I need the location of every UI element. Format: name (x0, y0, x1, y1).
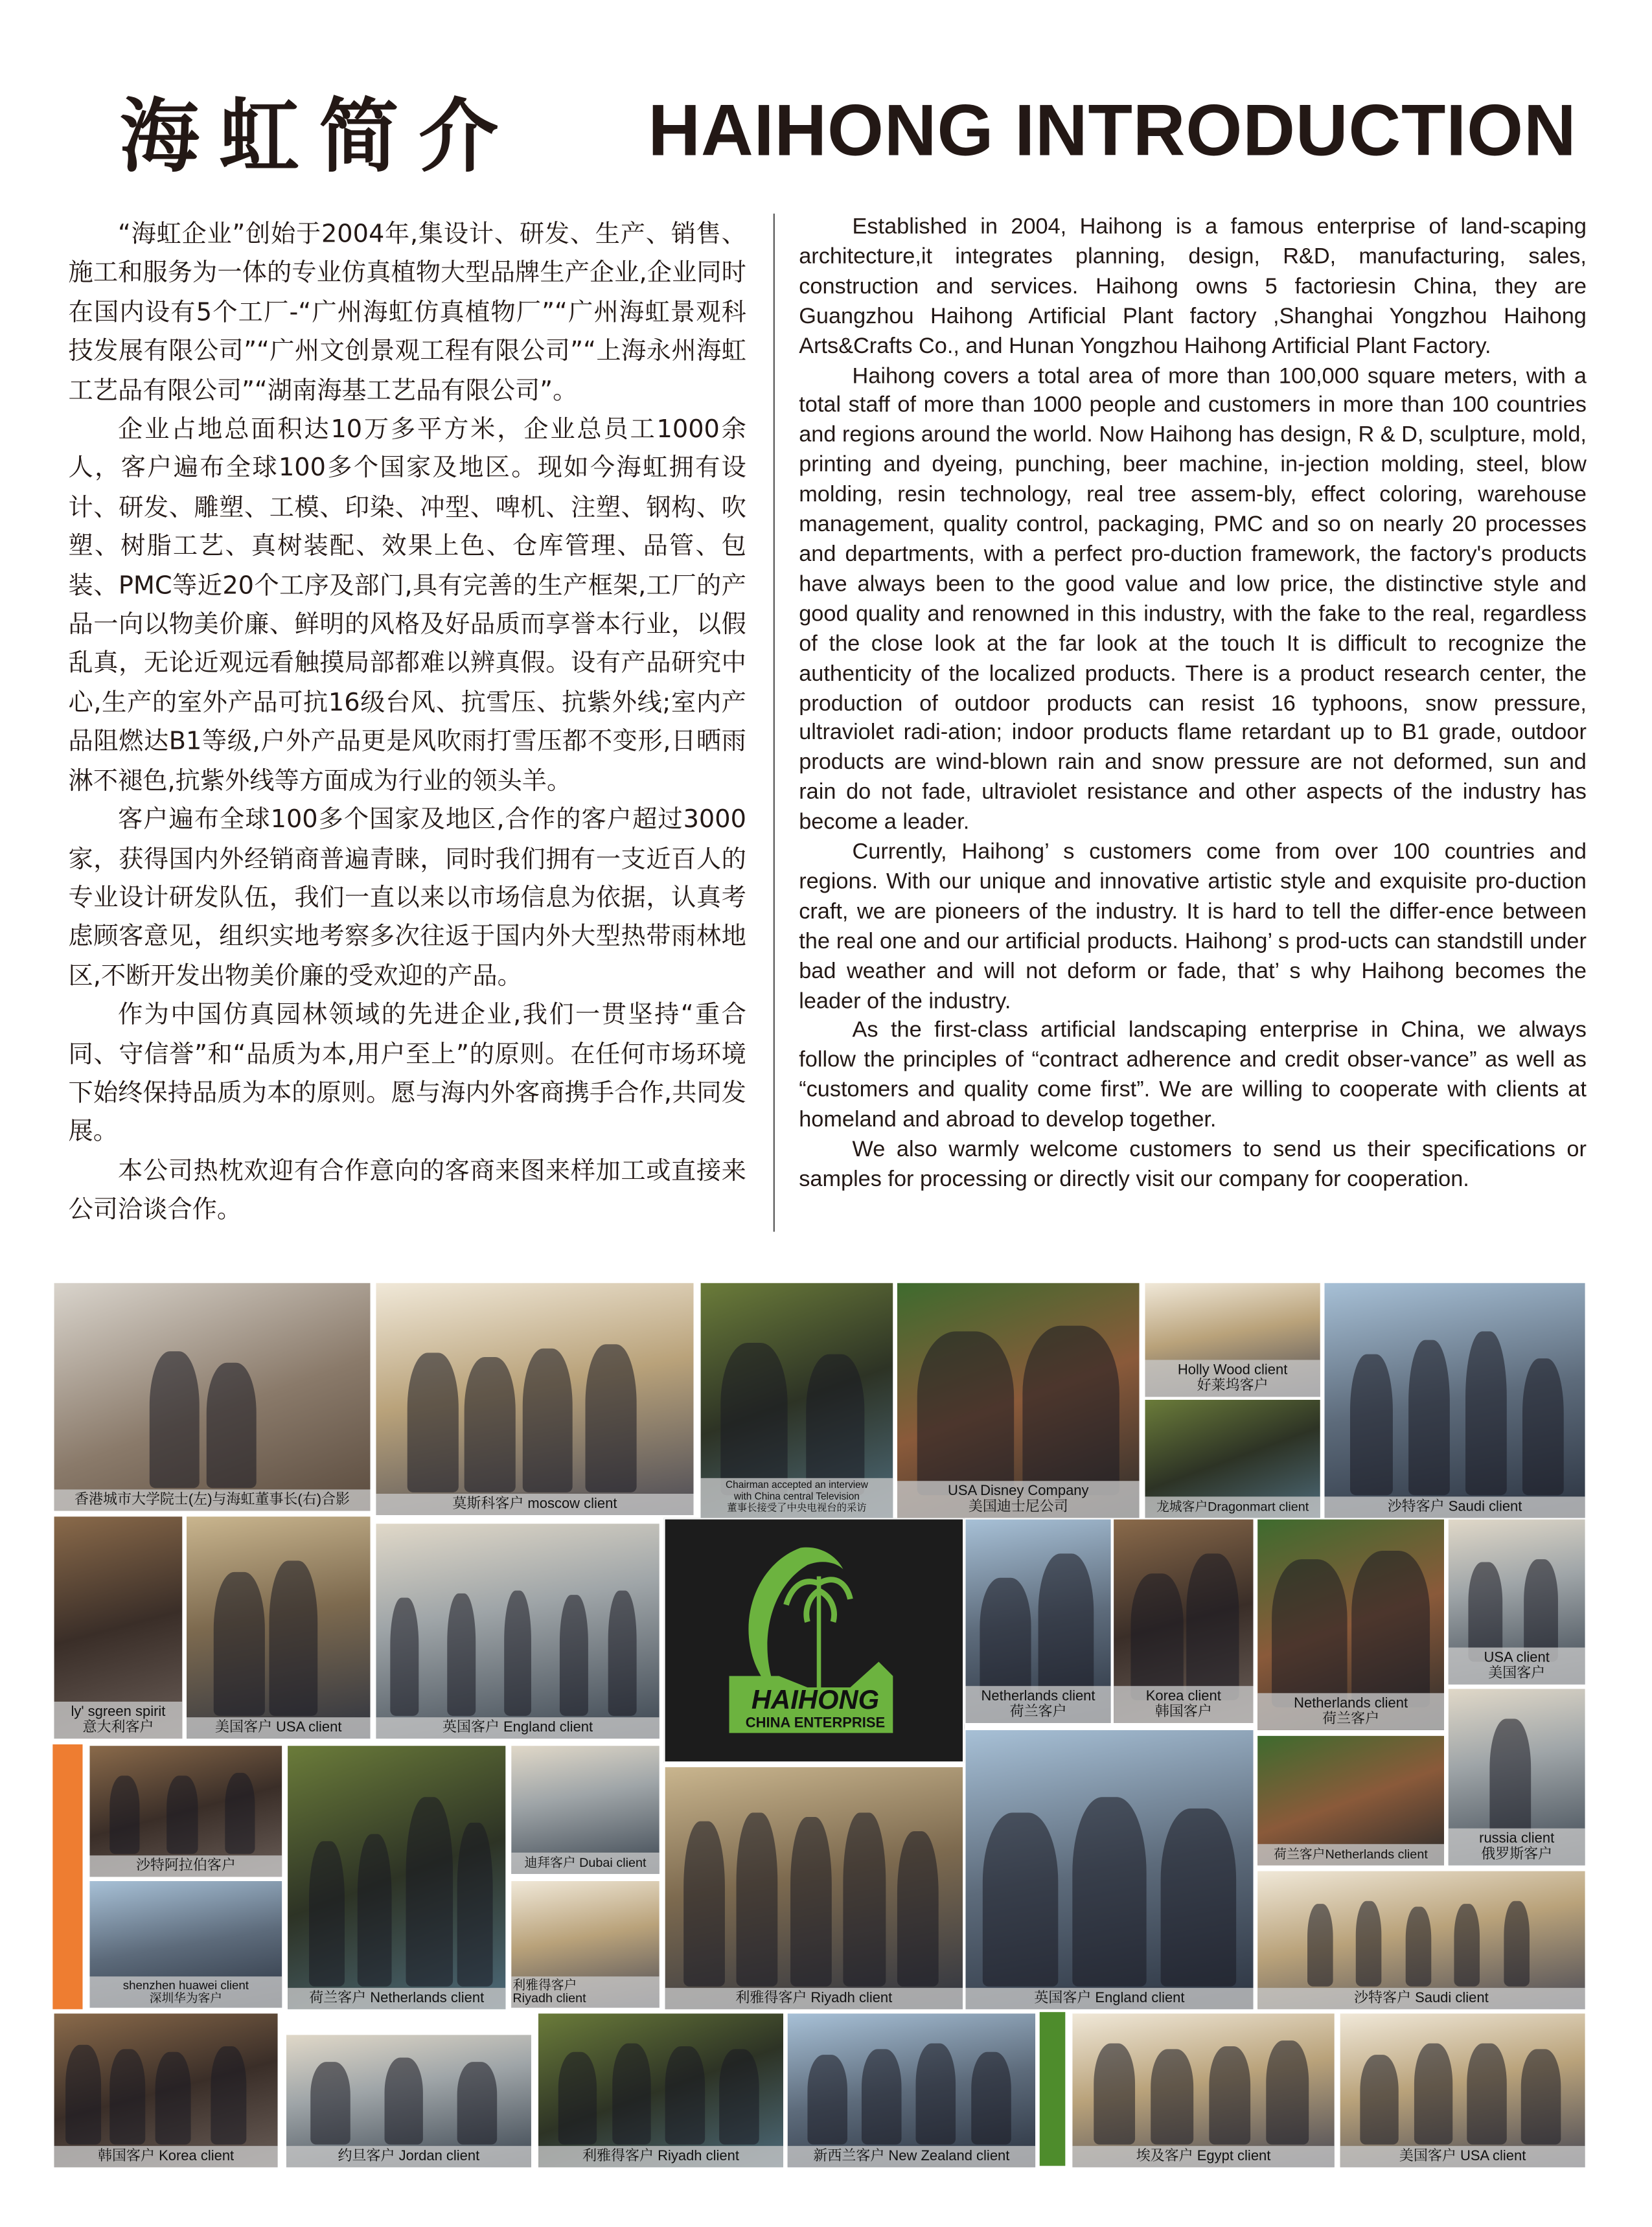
client-photo (1143, 1399, 1322, 1520)
logo-subtitle: CHINA ENTERPRISE (745, 1715, 886, 1732)
green-accent-bar (1040, 2012, 1066, 2165)
photo-caption: shenzhen huawei client 深圳华为客户 (89, 1976, 282, 2007)
client-photo (52, 1281, 371, 1512)
photo-caption: USA Disney Company 美国迪士尼公司 (897, 1481, 1140, 1518)
client-photo (510, 1880, 661, 2009)
client-photo (1256, 1735, 1445, 1867)
photo-caption: USA client 美国客户 (1449, 1647, 1585, 1684)
chinese-title: 海虹简介 (119, 91, 519, 184)
client-photo (285, 2033, 533, 2169)
client-photo (896, 1281, 1141, 1519)
photo-caption: russia client 俄罗斯客户 (1449, 1829, 1585, 1866)
client-photo (88, 1880, 283, 2009)
client-photo (537, 2012, 785, 2169)
client-photo (1338, 2012, 1587, 2169)
photo-caption: 利雅得客户 Riyadh client (665, 1988, 963, 2009)
photo-caption: 利雅得客户 Riyadh client (538, 2146, 783, 2167)
client-photo (52, 1515, 183, 1740)
client-photo (1071, 2012, 1336, 2169)
english-title: HAIHONG INTRODUCTION (648, 89, 1577, 171)
client-photo (699, 1281, 894, 1519)
en-paragraph: Haihong covers a total area of more than 100,000 square meters, with a total staff of more than 1000 people and customers in more than 100 countries and regions around the world. Now Haihong has design, R & D, sculpture, mold, printing and dyeing, punching, beer machine, in-jection molding, steel, blow molding, resin technology, real tree assem-bly, effect coloring, warehouse management, quality control, packaging, PMC and so on nearly 20 processes and departments, with a perfect pro-duction framework, the factory's products have always been to the good value and low price, the distinctive style and good quality and renowned in this industry, with the fake to the real, regardless of the close look at the far look at the touch It is difficult to recognize the authenticity of the localized products. There is a product research center, the production of outdoor products can resist 16 typhoons, snow pressure, ultraviolet radi-ation; indoor products flame retardant up to B1 grade, outdoor products are wind-blown rain and snow pressure are not deformed, sun and rain do not fade, ultraviolet resistance and other aspects of the industry has become a leader. (799, 363, 1587, 835)
column-divider (774, 214, 775, 1232)
photo-caption: Korea client 韩国客户 (1114, 1686, 1253, 1723)
cn-paragraph: 作为中国仿真园林领域的先进企业,我们一贯坚持“重合同、守信誉”和“品质为本,用户至上”的原则。在任何市场环境下始终保持品质为本的原则。愿与海内外客商携手合作,共同发展。 (68, 1001, 746, 1147)
client-photo (374, 1522, 661, 1740)
photo-caption: Netherlands client 荷兰客户 (965, 1686, 1110, 1723)
client-photo (1256, 1869, 1587, 2011)
client-photo (663, 1766, 964, 2011)
client-photo (185, 1515, 372, 1740)
chinese-introduction (69, 216, 746, 1231)
client-photo (1112, 1518, 1255, 1724)
photo-caption: ly' sgreen spirit 意大利客户 (54, 1702, 183, 1739)
client-photo (1447, 1687, 1586, 1867)
photo-caption: 英国客户 England client (965, 1988, 1253, 2009)
logo-name: HAIHONG (751, 1685, 880, 1716)
english-introduction (799, 214, 1587, 1196)
client-photo (964, 1729, 1254, 2011)
en-paragraph: Established in 2004, Haihong is a famous enterprise of land-scaping architecture,it integrates planning, design, R&D, manufacturing, sales, construction and services. Haihong owns 5 factoriesin China, they are Guangzhou Haihong Artificial Plant factory ,Shanghai Yongzhou Haihong Arts&Crafts Co., and Hunan Yongzhou Haihong Artificial Plant Factory. (799, 214, 1587, 359)
client-photo (786, 2012, 1037, 2169)
photo-caption: 新西兰客户 New Zealand client (788, 2146, 1036, 2167)
photo-caption: 美国客户 USA client (1340, 2146, 1585, 2167)
photo-caption: Netherlands client 荷兰客户 (1257, 1693, 1444, 1730)
en-paragraph: As the first-class artificial landscaping enterprise in China, we always follow the principles of “contract adherence and credit obser-vance” as well as “customers and quality come first”. We are willing to cooperate with clients at homeland and abroad to develop together. (799, 1018, 1587, 1133)
cn-paragraph: 企业占地总面积达10万多平方米，企业总员工1000余人，客户遍布全球100多个国家及地区。现如今海虹拥有设计、研发、雕塑、工模、印染、冲型、啤机、注塑、钢构、吹塑、树脂工艺、真树装配、效果上色、仓库管理、品管、包装、PMC等近20个工序及部门,具有完善的生产框架,工厂的产品一向以物美价廉、鲜明的风格及好品质而享誉本行业，以假乱真，无论近观远看触摸局部都难以辨真假。设有产品研究中心,生产的室外产品可抗16级台风、抗雪压、抗紫外线;室内产品阻燃达B1等级,户外产品更是风吹雨打雪压都不变形,日晒雨淋不褪色,抗紫外线等方面成为行业的领头羊。 (68, 415, 746, 796)
photo-caption: 约旦客户 Jordan client (286, 2146, 531, 2167)
photo-caption: Holly Wood client 好莱坞客户 (1145, 1360, 1320, 1397)
client-photo (964, 1518, 1112, 1724)
client-photo (52, 2012, 279, 2169)
photo-caption: 埃及客户 Egypt client (1072, 2146, 1334, 2167)
client-photo (1143, 1281, 1322, 1398)
cn-paragraph: “海虹企业”创始于2004年,集设计、研发、生产、销售、施工和服务为一体的专业仿真植物大型品牌生产企业,企业同时在国内设有5个工厂-“广州海虹仿真植物厂”“广州海虹景观科技发展有限公司”“广州文创景观工程有限公司”“上海永州海虹工艺品有限公司”“湖南海基工艺品有限公司”。 (68, 220, 746, 405)
photo-caption: 韩国客户 Korea client (54, 2146, 278, 2167)
photo-caption: 利雅得客户 Riyadh client (511, 1976, 660, 2007)
client-photo (1256, 1518, 1445, 1731)
client-photo (88, 1744, 283, 1879)
photo-caption: 沙特客户 Saudi client (1257, 1988, 1585, 2009)
photo-caption: 美国客户 USA client (187, 1717, 371, 1739)
client-photo (286, 1744, 507, 2011)
photo-caption: 英国客户 England client (376, 1717, 659, 1739)
cn-paragraph: 本公司热枕欢迎有合作意向的客商来图来样加工或直接来公司洽谈合作。 (68, 1157, 746, 1225)
photo-caption: 龙城客户Dragonmart client (1145, 1496, 1320, 1518)
photo-caption: 迪拜客户 Dubai client (511, 1853, 660, 1874)
client-photo (1447, 1518, 1586, 1685)
photo-caption: 荷兰客户 Netherlands client (288, 1988, 505, 2009)
photo-caption: 香港城市大学院士(左)与海虹董事长(右)合影 (54, 1489, 371, 1511)
photo-caption: 沙特阿拉伯客户 (89, 1855, 282, 1877)
en-paragraph: We also warmly welcome customers to send us their specifications or samples for processing or directly visit our company for cooperation. (799, 1137, 1587, 1192)
client-photo (1323, 1281, 1587, 1519)
client-photo (374, 1281, 695, 1516)
cn-paragraph: 客户遍布全球100多个国家及地区,合作的客户超过3000家，获得国内外经销商普遍青睐，同时我们拥有一支近百人的专业设计研发队伍，我们一直以来以市场信息为依据，认真考虑顾客意见，组织实地考察多次往返于国内外大型热带雨林地区,不断开发出物美价廉的受欢迎的产品。 (68, 806, 746, 991)
photo-caption: Chairman accepted an interview with China central Television 董事长接受了中央电视台的采访 (701, 1478, 893, 1518)
orange-accent-bar (52, 1744, 82, 2009)
photo-caption: 荷兰客户Netherlands client (1257, 1844, 1444, 1866)
client-photo (510, 1744, 661, 1875)
en-paragraph: Currently, Haihong’ s customers come from over 100 countries and regions. With our unique and innovative artistic style and exquisite pro-duction craft, we are pioneers of the industry. It is hard to tell the differ-ence between the real one and our artificial products. Haihong’ s prod-ucts can standstill under bad weather and will not deform or fade, that’ s why Haihong becomes the leader of the industry. (799, 840, 1587, 1014)
photo-caption: 沙特客户 Saudi client (1324, 1496, 1585, 1518)
haihong-logo-tile (663, 1518, 964, 1763)
photo-caption: 莫斯科客户 moscow client (376, 1494, 693, 1515)
